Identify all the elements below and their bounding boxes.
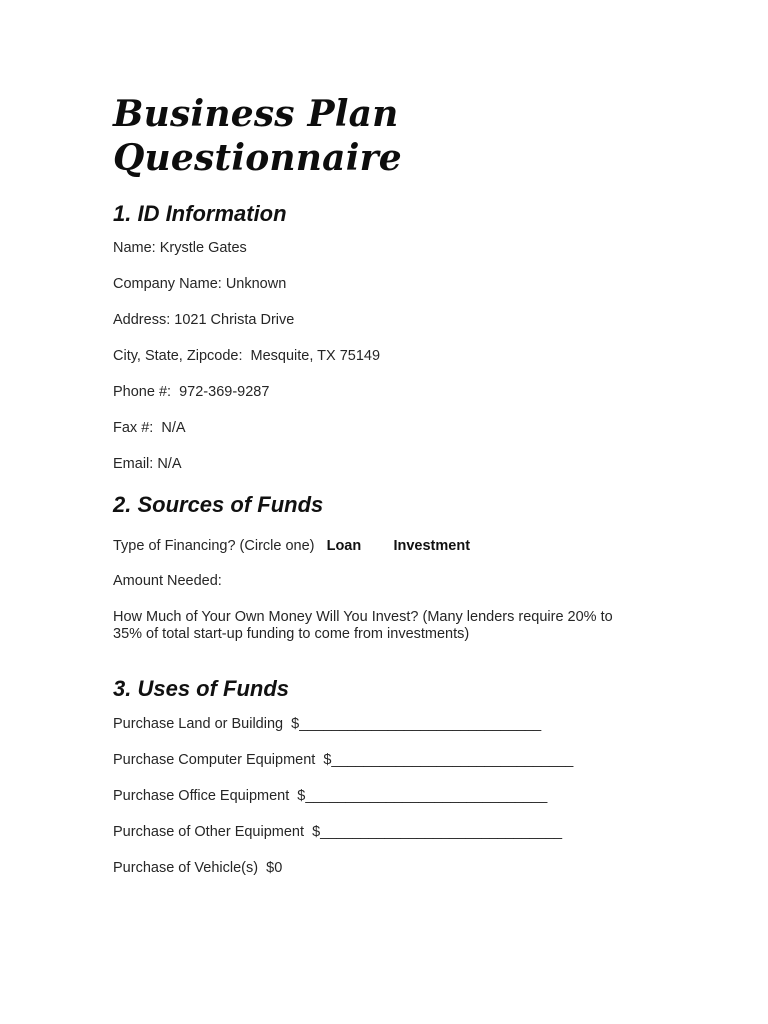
field-purchase-land: Purchase Land or Building $______________________________ [113,716,542,732]
field-purchase-vehicle: Purchase of Vehicle(s) $0 [113,860,283,876]
section-heading-sources-of-funds: 2. Sources of Funds [113,492,324,517]
field-address: Address: 1021 Christa Drive [113,312,295,328]
field-own-money: How Much of Your Own Money Will You Invest? (Many lenders require 20% to 35% of total start-up funding to come from investments) [113,609,613,642]
field-purchase-office: Purchase Office Equipment $______________________________ [113,788,548,804]
document-page [113,92,673,877]
option-loan: Loan [326,538,362,554]
financing-label: Type of Financing? (Circle one) [113,538,315,554]
field-phone: Phone #: 972-369-9287 [113,384,270,400]
field-amount-needed: Amount Needed: [113,573,222,589]
field-fax: Fax #: N/A [113,420,186,436]
field-company-name: Company Name: Unknown [113,276,287,292]
title-line-2: Questionnaire [113,137,402,179]
title-line-1: Business Plan [113,93,399,135]
field-purchase-computer: Purchase Computer Equipment $______________________________ [113,752,574,768]
field-type-of-financing [113,538,673,555]
section-heading-uses-of-funds: 3. Uses of Funds [113,676,290,701]
field-purchase-other: Purchase of Other Equipment $______________________________ [113,824,563,840]
field-email: Email: N/A [113,456,182,472]
option-investment: Investment [393,538,471,554]
field-city-state-zip: City, State, Zipcode: Mesquite, TX 75149 [113,348,381,364]
field-name: Name: Krystle Gates [113,240,247,256]
section-heading-id-information: 1. ID Information [113,201,287,226]
document-title [113,92,673,180]
